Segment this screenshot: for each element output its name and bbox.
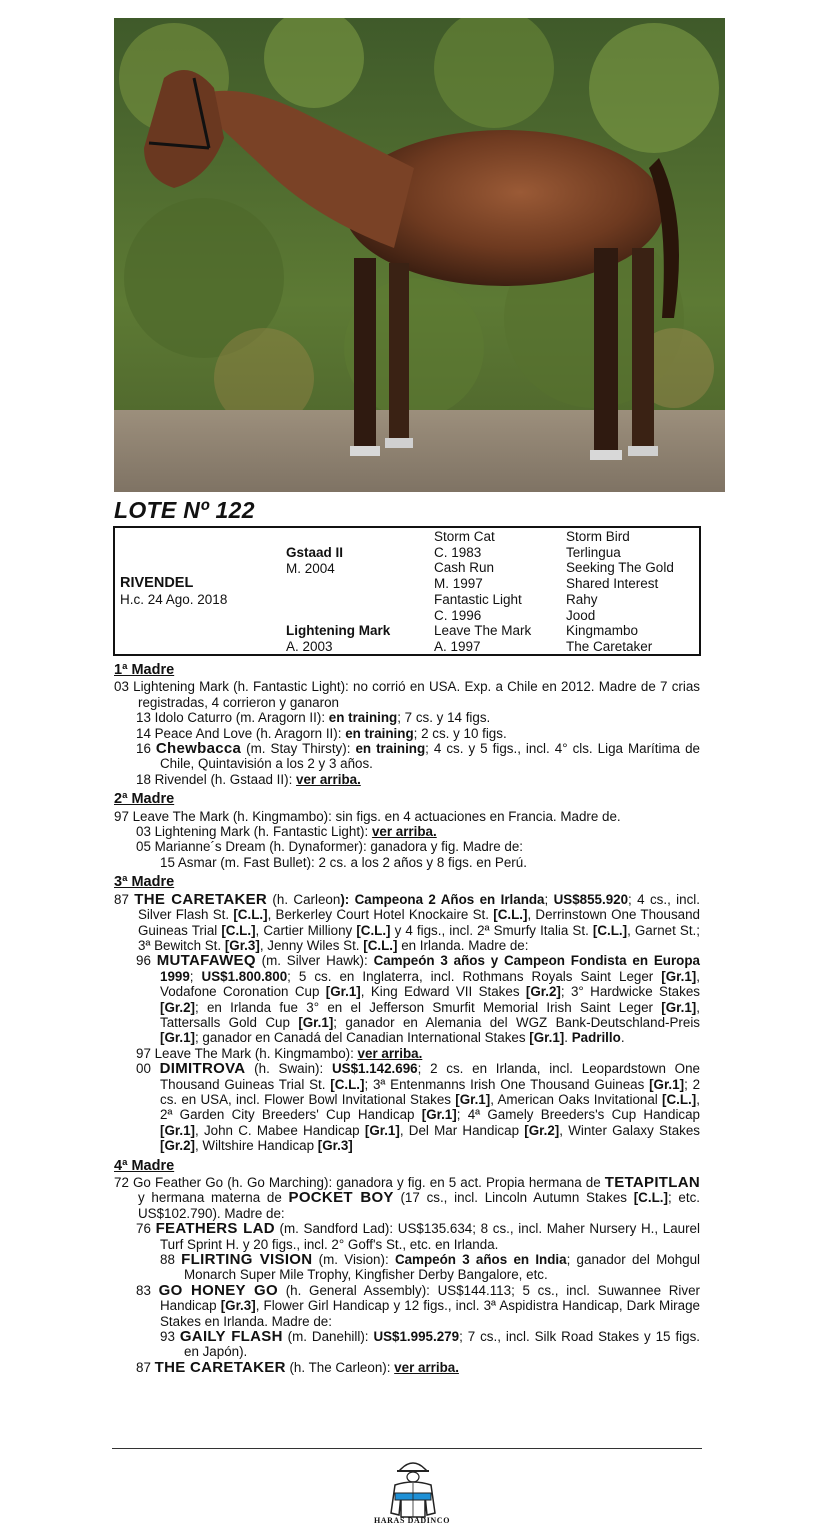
section-title-1st-dam: 1ª Madre: [114, 662, 175, 678]
produce-entry: 93 GAILY FLASH (m. Danehill): US$1.995.279; 7 cs., incl. Silk Road Stakes y 15 figs. en Japón).: [160, 1328, 700, 1360]
grandparent: Leave The Mark: [434, 623, 532, 639]
produce-entry: 05 Marianne´s Dream (h. Dynaformer): ganadora y fig. Madre de:: [136, 839, 524, 855]
grandparent: C. 1983: [434, 544, 482, 560]
produce-entry: 00 DIMITROVA (h. Swain): US$1.142.696; 2 cs. en Irlanda, incl. Leopardstown One Thousand Guineas Trial St. [C.L.]; 3ª Entenmanns Irish One Thousand Guineas [Gr.1]; 2 cs. en USA, incl. Flower Bowl Invitational Stakes [Gr.1], American Oaks Invitational [C.L.], 2ª Garden City Breeders' Cup Handicap [Gr.1]; 4ª Gamely Breeders's Cup Handicap [Gr.1], John C. Mabee Handicap [Gr.1], Del Mar Handicap [Gr.2], Winter Galaxy Stakes [Gr.2], Wiltshire Handicap [Gr.3]: [136, 1060, 701, 1154]
lot-title: LOTE Nº 122: [114, 497, 255, 523]
great-grandparent: Kingmambo: [566, 623, 639, 639]
section-title-2nd-dam: 2ª Madre: [114, 791, 175, 808]
pedigree-great-grandparents: [566, 529, 674, 655]
grandparent: M. 1997: [434, 576, 483, 592]
see-above-link[interactable]: ver arriba.: [394, 1359, 459, 1375]
produce-entry: 13 Idolo Caturro (m. Aragorn II): en training; 7 cs. y 14 figs.: [136, 710, 491, 726]
logo-text: HARAS DADINCO: [373, 1516, 451, 1525]
grandparent: Fantastic Light: [434, 591, 522, 607]
section-title-3rd-dam: 3ª Madre: [114, 874, 175, 891]
see-above-link[interactable]: ver arriba.: [357, 1045, 423, 1061]
produce-record: [114, 663, 700, 1375]
pedigree-grandparents: [434, 529, 531, 655]
great-grandparent: Storm Bird: [566, 529, 630, 544]
footer-divider: [112, 1448, 702, 1449]
produce-entry: 03 Lightening Mark (h. Fantastic Light): ver arriba.: [136, 824, 437, 840]
produce-entry: 83 GO HONEY GO (h. General Assembly): US$144.113; 5 cs., incl. Suwannee River Handicap [Gr.3], Flower Girl Handicap y 12 figs., incl. 3ª Aspidistra Handicap, Dark Mirage Stakes en Irlanda. Madre de:: [136, 1281, 700, 1329]
great-grandparent: Jood: [566, 607, 596, 623]
produce-entry: 18 Rivendel (h. Gstaad II): ver arriba.: [136, 771, 361, 787]
produce-entry: 16 Chewbacca (m. Stay Thirsty): en training; 4 cs. y 5 figs., incl. 4° cls. Liga Marítima de Chile, Quintavisión a los 2 y 3 años.: [136, 740, 700, 772]
great-grandparent: The Caretaker: [566, 638, 653, 654]
dam-name: Lightening Mark: [286, 623, 391, 639]
pedigree-table: [113, 526, 701, 656]
dam-entry: 97 Leave The Mark (h. Kingmambo): sin figs. en 4 actuaciones en Francia. Madre de.: [114, 808, 621, 824]
great-grandparent: Rahy: [566, 591, 598, 607]
grandparent: Storm Cat: [434, 529, 495, 544]
produce-entry: 87 THE CARETAKER (h. The Carleon): ver arriba.: [136, 1358, 459, 1376]
sire-info: M. 2004: [286, 560, 335, 576]
dam-entry: 87 THE CARETAKER (h. Carleon): Campeona 2 Años en Irlanda; US$855.920; 4 cs., incl. Silver Flash St. [C.L.], Berkerley Court Hotel Knockaire St. [C.L.], Derrinstown One Thousand Guineas Trial [C.L.], Cartier Milliony [C.L.] y 4 figs., incl. 2ª Smurfy Italia St. [C.L.], Garnet St.; 3ª Bewitch St. [Gr.3], Jenny Wiles St. [C.L.] en Irlanda. Madre de:: [114, 890, 700, 953]
sire-name: Gstaad II: [286, 545, 344, 560]
grandparent: C. 1996: [434, 607, 482, 623]
produce-entry: 88 FLIRTING VISION (m. Vision): Campeón 3 años en India; ganador del Mohgul Monarch Super Mile Trophy, Kingfisher Derby Bangalore, etc.: [160, 1251, 701, 1283]
great-grandparent: Seeking The Gold: [566, 560, 674, 576]
pedigree-horse: [120, 576, 227, 607]
section-title-4th-dam: 4ª Madre: [114, 1157, 175, 1174]
horse-photo: [114, 18, 725, 492]
produce-entry: 76 FEATHERS LAD (m. Sandford Lad): US$135.634; 8 cs., incl. Maher Nursery H., Laurel Turf Sprint H. y 20 figs., incl. 2° Goff's St., etc. en Irlanda.: [136, 1220, 700, 1252]
horse-name: RIVENDEL: [120, 575, 194, 591]
horse-info: H.c. 24 Ago. 2018: [120, 591, 228, 607]
dam-info: A. 2003: [286, 639, 333, 655]
dam-entry: 03 Lightening Mark (h. Fantastic Light): no corrió en USA. Exp. a Chile en 2012. Madre de 7 crias registradas, 4 corrieron y ganaron: [114, 679, 700, 710]
see-above-link[interactable]: ver arriba.: [296, 771, 361, 787]
produce-entry: 15 Asmar (m. Fast Bullet): 2 cs. a los 2 años y 8 figs. en Perú.: [160, 854, 527, 870]
grandparent: A. 1997: [434, 638, 481, 654]
great-grandparent: Terlingua: [566, 544, 621, 560]
produce-entry: 96 MUTAFAWEQ (m. Silver Hawk): Campeón 3 años y Campeon Fondista en Europa 1999; US$1.800.800; 5 cs. en Inglaterra, incl. Rothmans Royals Saint Leger [Gr.1], Vodafone Coronation Cup [Gr.1], King Edward VII Stakes [Gr.2]; 3° Hardwicke Stakes [Gr.2]; en Irlanda fue 3° en el Jefferson Smurfit Memorial Irish Saint Leger [Gr.1], Tattersalls Gold Cup [Gr.1]; ganador en Alemania del WGZ Bank-Deutschland-Preis [Gr.1]; ganador en Canadá del Canadian International Stakes [Gr.1]. Padrillo.: [136, 952, 700, 1046]
produce-entry: 14 Peace And Love (h. Aragorn II): en training; 2 cs. y 10 figs.: [136, 725, 507, 741]
great-grandparent: Shared Interest: [566, 576, 659, 592]
grandparent: Cash Run: [434, 560, 495, 576]
dam-entry: 72 Go Feather Go (h. Go Marching): ganadora y fig. en 5 act. Propia hermana de TETAPITLAN y hermana materna de POCKET BOY (17 cs., incl. Lincoln Autumn Stakes [C.L.]; etc. US$102.790). Madre de:: [114, 1174, 700, 1221]
see-above-link[interactable]: ver arriba.: [371, 824, 437, 840]
pedigree-parents: [286, 545, 390, 655]
produce-entry: 97 Leave The Mark (h. Kingmambo): ver arriba.: [136, 1045, 423, 1061]
